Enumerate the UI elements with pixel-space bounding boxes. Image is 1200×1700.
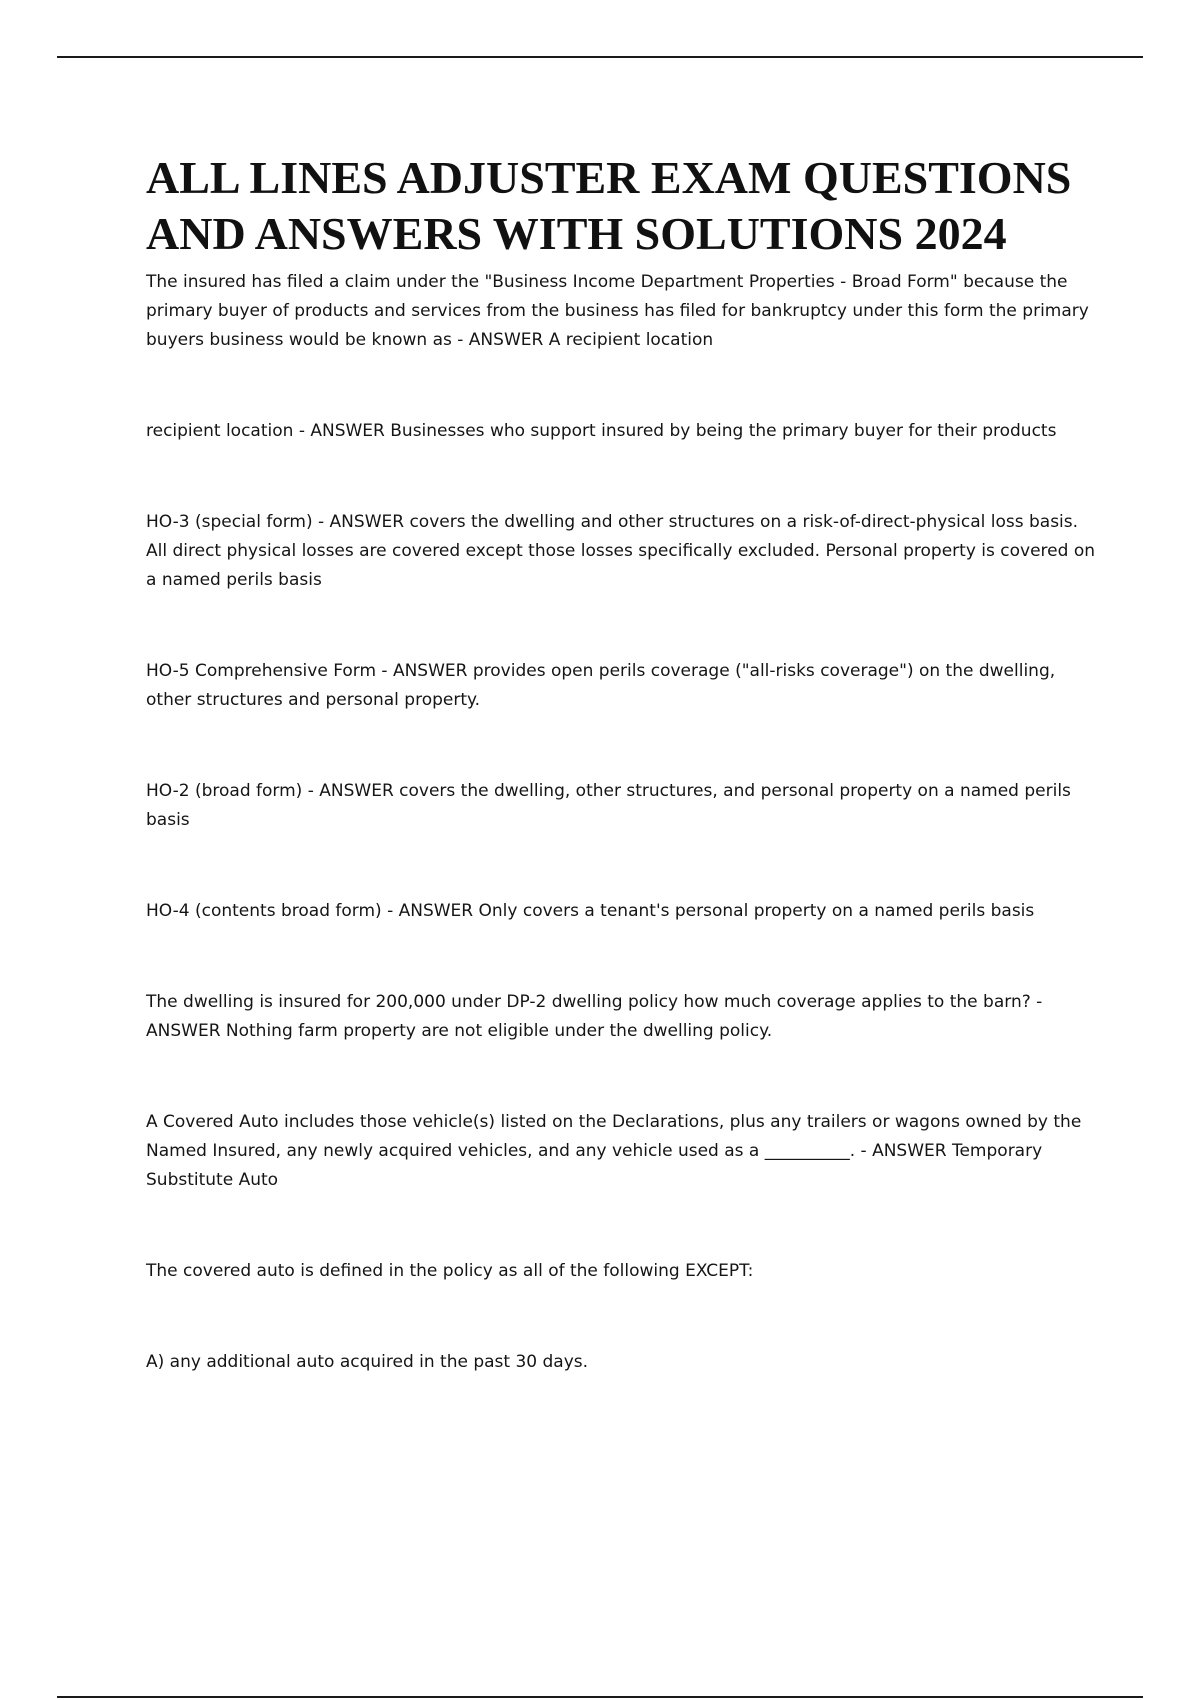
- qa-item: A Covered Auto includes those vehicle(s) listed on the Declarations, plus any trailers or wagons owned by the Named Insured, any newly acquired vehicles, and any vehicle used as a __________. - ANSWER Temporary Substitute Auto: [146, 1112, 1082, 1190]
- qa-item: HO-5 Comprehensive Form - ANSWER provides open perils coverage ("all-risks coverage") on the dwelling, other structures and personal property.: [146, 661, 1056, 710]
- top-divider: [57, 56, 1143, 58]
- document-body: [146, 150, 1096, 1377]
- qa-item: HO-2 (broad form) - ANSWER covers the dwelling, other structures, and personal property on a named perils basis: [146, 781, 1071, 830]
- document-title: ALL LINES ADJUSTER EXAM QUESTIONS AND ANSWERS WITH SOLUTIONS 2024: [146, 152, 1072, 259]
- qa-item: recipient location - ANSWER Businesses who support insured by being the primary buyer for their products: [146, 421, 1057, 441]
- qa-item: The covered auto is defined in the policy as all of the following EXCEPT:: [146, 1261, 754, 1281]
- qa-item: The insured has filed a claim under the "Business Income Department Properties - Broad Form" because the primary buyer of products and services from the business has filed for bankruptcy under this form the primary buyers business would be known as - ANSWER A recipient location: [146, 272, 1089, 350]
- qa-item: The dwelling is insured for 200,000 under DP-2 dwelling policy how much coverage applies to the barn? - ANSWER Nothing farm property are not eligible under the dwelling policy.: [146, 992, 1043, 1041]
- qa-item: HO-4 (contents broad form) - ANSWER Only covers a tenant's personal property on a named perils basis: [146, 901, 1035, 921]
- qa-item: HO-3 (special form) - ANSWER covers the dwelling and other structures on a risk-of-direct-physical loss basis. All direct physical losses are covered except those losses specifically excluded. Personal property is covered on a named perils basis: [146, 512, 1095, 590]
- qa-item: A) any additional auto acquired in the past 30 days.: [146, 1352, 589, 1372]
- bottom-divider: [57, 1696, 1143, 1698]
